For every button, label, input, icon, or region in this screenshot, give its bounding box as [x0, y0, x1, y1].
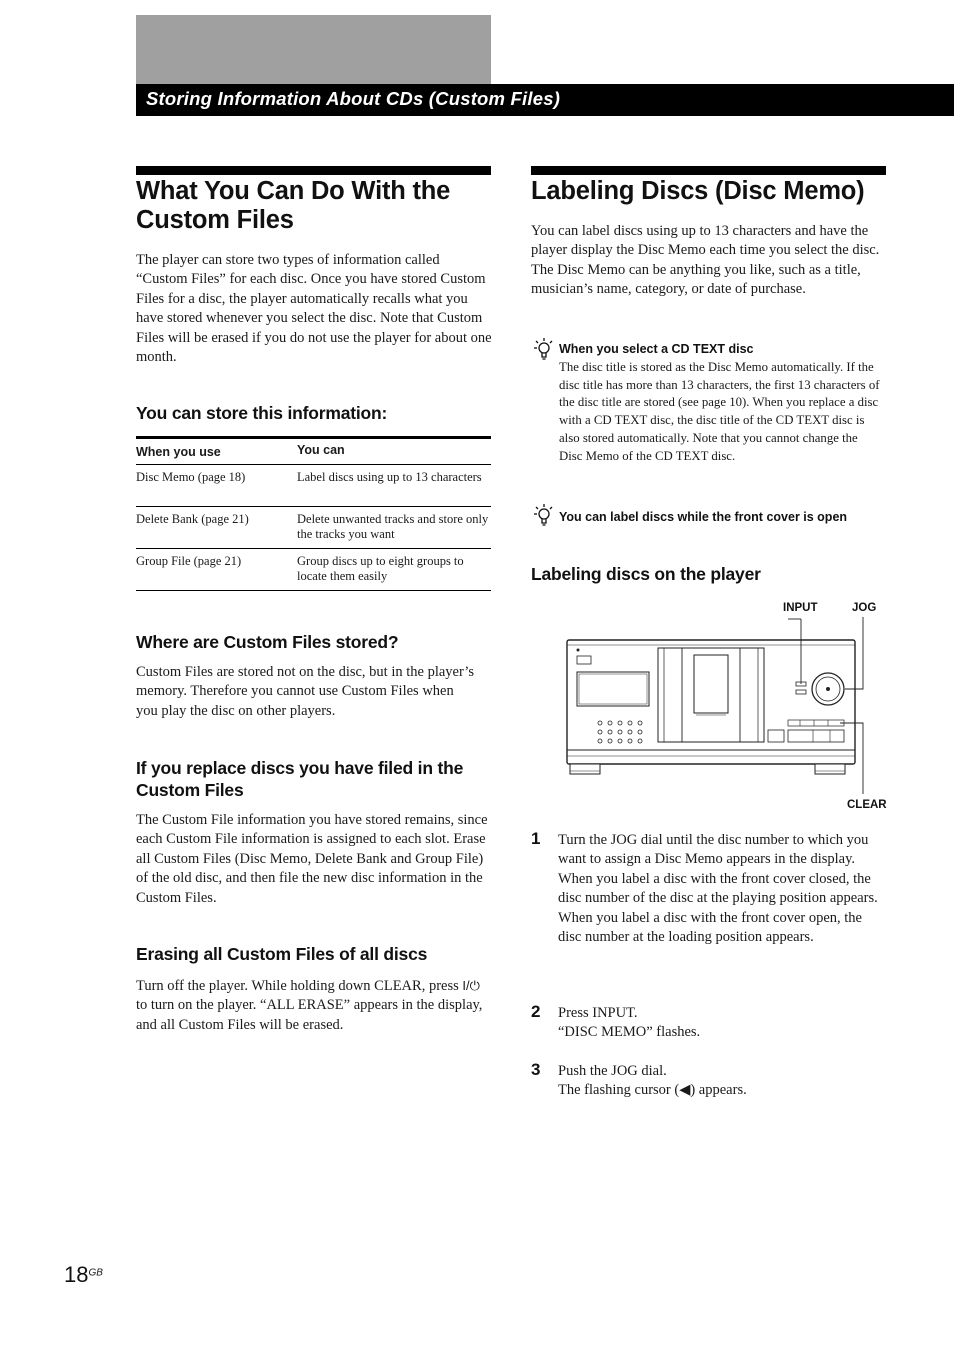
- lightbulb-icon: [532, 337, 554, 361]
- step-text: Press INPUT.: [558, 1005, 638, 1021]
- table-header-row: [136, 439, 491, 465]
- store-info-heading: You can store this information:: [136, 403, 388, 423]
- header-grey-tab: [136, 15, 491, 85]
- lightbulb-icon: [532, 503, 554, 527]
- table-cell: Delete Bank (page 21): [136, 512, 249, 526]
- erase-text-part2: to turn on the player. “ALL ERASE” appears in the display, and all Custom Files will be erased.: [136, 997, 483, 1033]
- erase-all-heading: Erasing all Custom Files of all discs: [136, 944, 428, 964]
- step-number: 1: [531, 829, 541, 848]
- step-3-content: [558, 1062, 883, 1101]
- where-stored-heading: Where are Custom Files stored?: [136, 632, 399, 652]
- left-intro-text: The player can store two types of information called “Custom Files” for each disc. Once you have stored Custom Files for a disc, the player automatically recalls what you have stored whenever you select the disc. Note that Custom Files will be erased if you do not use the player for about one month.: [136, 252, 492, 366]
- right-page-heading: Labeling Discs (Disc Memo): [531, 177, 865, 205]
- table-row: [136, 465, 491, 507]
- step-extra: When you label a disc with the front cover closed, the disc number of the disc at the playing position appears.: [558, 870, 878, 907]
- page-number: [64, 1262, 103, 1288]
- labeling-on-player-heading: Labeling discs on the player: [531, 564, 761, 584]
- left-page-heading: What You Can Do With the Custom Files: [136, 177, 451, 234]
- step-extra: When you label a disc with the front cover open, the disc number at the loading position appears.: [558, 909, 862, 946]
- step-extra: The flashing cursor (◀) appears.: [558, 1082, 747, 1099]
- table-cell: Group discs up to eight groups to locate them easily: [297, 554, 464, 583]
- replace-discs-text: The Custom File information you have stored remains, since each Custom File information is assigned to each slot. Erase all Custom Files (Disc Memo, Delete Bank and Group File) of the old disc, and then file the new disc information in the Custom Files.: [136, 812, 488, 906]
- table-row: [136, 507, 491, 549]
- right-heading-rule: [531, 166, 886, 175]
- diagram-input-label: INPUT: [783, 602, 818, 614]
- table-header-when: When you use: [136, 445, 221, 459]
- step-text: Turn the JOG dial until the disc number to which you want to assign a Disc Memo appears in the display.: [558, 832, 869, 868]
- section-title: Storing Information About CDs (Custom Files): [146, 88, 561, 109]
- table-cell: Label discs using up to 13 characters: [297, 470, 482, 484]
- left-heading-rule: [136, 166, 491, 175]
- disc-memo-intro: You can label discs using up to 13 characters and have the player display the Disc Memo each time you select the disc. The Disc Memo can be anything you like, such as a title, musician’s name, category, or date of purchase.: [531, 223, 880, 298]
- custom-files-table: [136, 436, 491, 591]
- table-cell: Group File (page 21): [136, 554, 242, 568]
- step-number: 3: [531, 1060, 541, 1079]
- tip-cd-text-title: When you select a CD TEXT disc: [559, 342, 754, 356]
- replace-discs-heading: If you replace discs you have filed in the Custom Files: [136, 758, 464, 800]
- step-2-content: [558, 1004, 883, 1043]
- erase-text-part1: Turn off the player. While holding down CLEAR, press: [136, 978, 459, 994]
- table-cell: Disc Memo (page 18): [136, 470, 246, 484]
- table-cell: Delete unwanted tracks and store only the tracks you want: [297, 512, 489, 541]
- page-number-suffix: GB: [88, 1267, 103, 1279]
- step-extra: “DISC MEMO” flashes.: [558, 1024, 701, 1041]
- tip-cd-text-body: The disc title is stored as the Disc Memo automatically. If the disc title has more than 13 characters, the first 13 characters of the disc title are stored (see page 10). When you replace a disc with a CD TEXT disc, the disc title of the CD TEXT disc is also stored automatically. Note that you cannot change the Disc Memo of the CD TEXT disc.: [559, 360, 880, 463]
- tip-front-cover-title: You can label discs while the front cover is open: [559, 510, 848, 524]
- erase-all-text: [136, 976, 492, 1035]
- diagram-jog-label: JOG: [852, 602, 877, 614]
- page-number-value: 18: [64, 1262, 89, 1287]
- diagram-clear-label: CLEAR: [847, 799, 887, 811]
- step-number: 2: [531, 1002, 541, 1021]
- cd-player-diagram: [560, 612, 880, 798]
- table-header-can: You can: [297, 443, 345, 457]
- table-row: [136, 549, 491, 591]
- where-stored-text: Custom Files are stored not on the disc, but in the player’s memory. Therefore you cannot use Custom Files when you play the disc on other players.: [136, 664, 475, 719]
- step-1-content: [558, 831, 883, 947]
- step-text: Push the JOG dial.: [558, 1063, 667, 1079]
- power-icon: I/⏻: [462, 978, 480, 993]
